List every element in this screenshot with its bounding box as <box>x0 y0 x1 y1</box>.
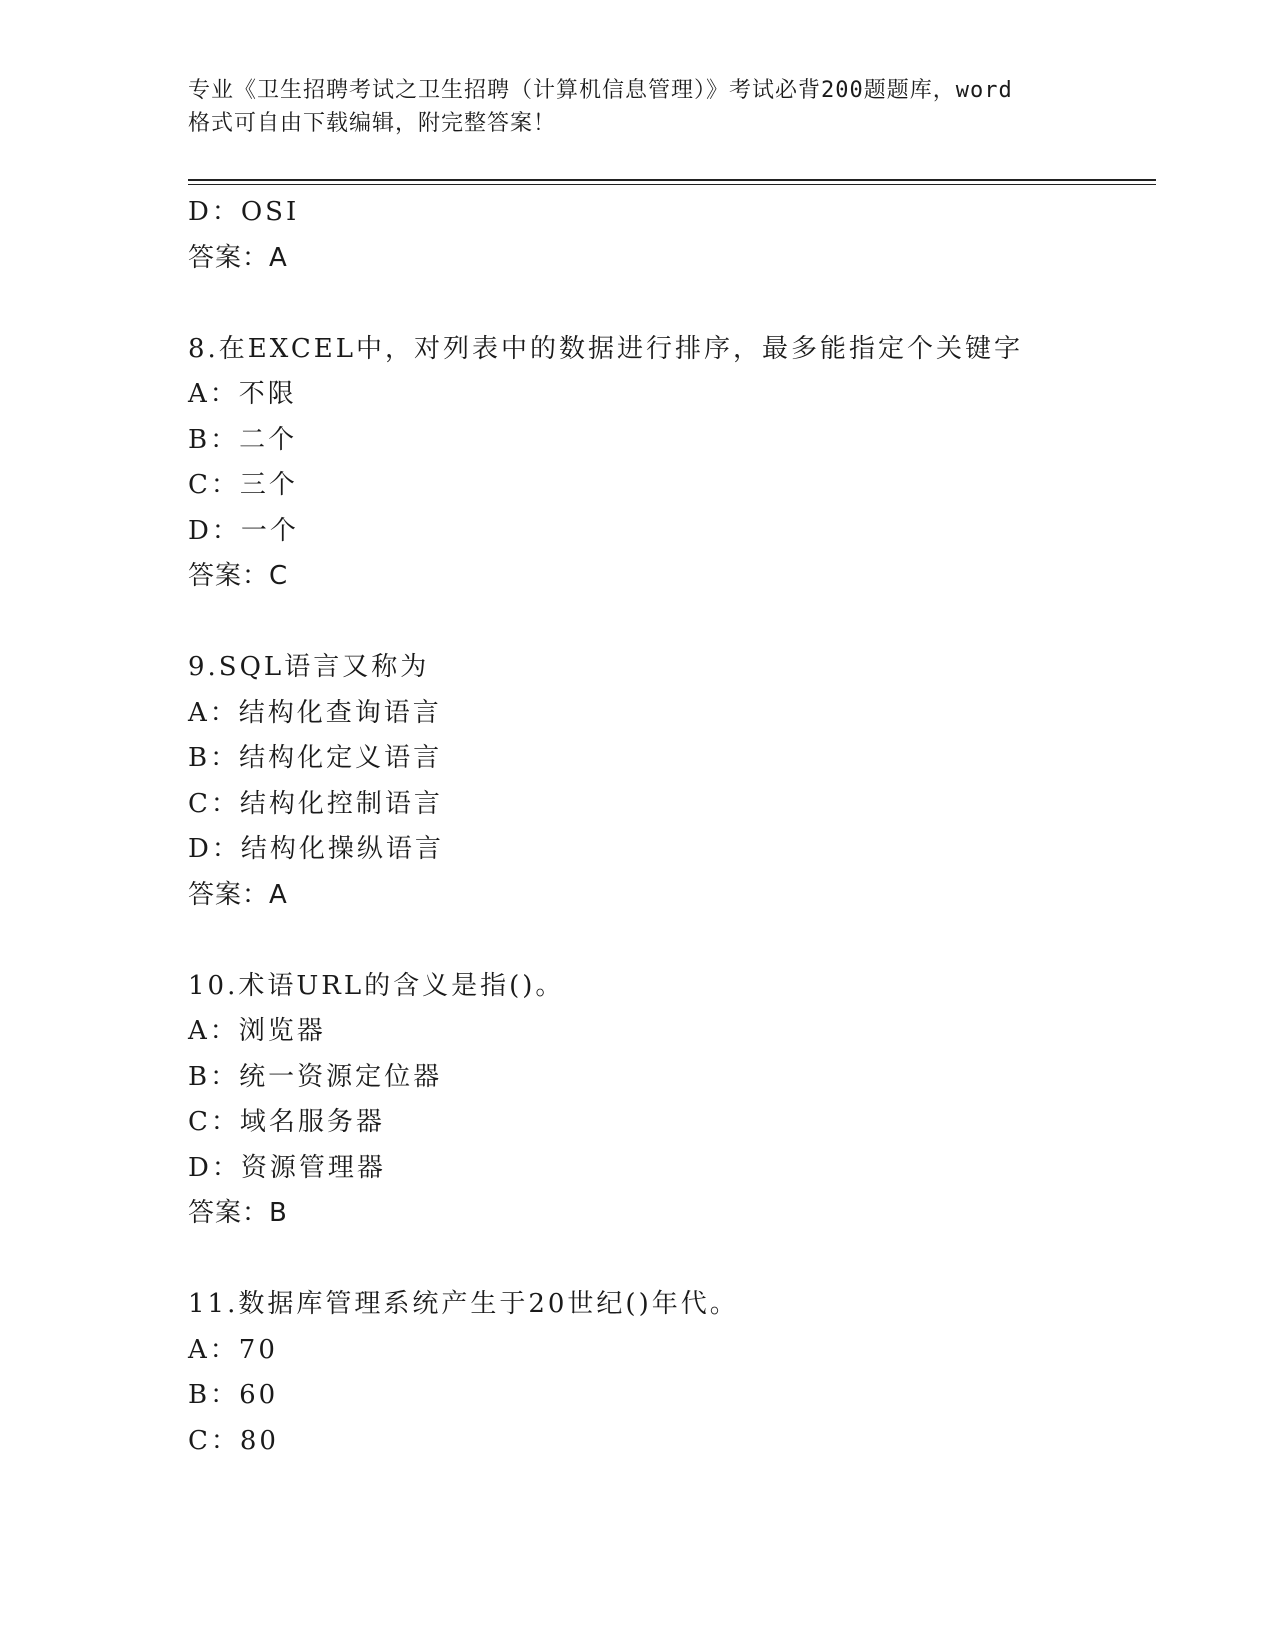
answer-line: 答案：A <box>188 879 288 910</box>
option-a: A：70 <box>188 1334 278 1365</box>
question-text: 10.术语URL的含义是指()。 <box>188 970 565 1001</box>
option-c: C：域名服务器 <box>188 1107 385 1137</box>
answer-line: 答案：B <box>188 1198 288 1228</box>
option-b: B：结构化定义语言 <box>188 743 443 773</box>
option-a: A：不限 <box>188 379 297 409</box>
header-divider-thin <box>188 184 1156 185</box>
header-line-2: 格式可自由下载编辑，附完整答案！ <box>188 111 557 136</box>
option-d: D：OSI <box>188 197 300 227</box>
header-divider-thick <box>188 179 1156 181</box>
document-header <box>188 74 1088 140</box>
question-text: 9.SQL语言又称为 <box>188 652 430 682</box>
question-text: 11.数据库管理系统产生于20世纪()年代。 <box>188 1289 739 1319</box>
question-11 <box>188 1282 1148 1464</box>
question-text: 8.在EXCEL中，对列表中的数据进行排序，最多能指定个关键字 <box>188 333 1023 364</box>
option-c: C：三个 <box>188 470 298 500</box>
option-d: D：资源管理器 <box>188 1152 386 1183</box>
option-d: D：一个 <box>188 515 299 546</box>
option-b: B：60 <box>188 1380 279 1410</box>
header-line-1: 专业《卫生招聘考试之卫生招聘（计算机信息管理）》考试必背200题题库，word <box>188 78 1013 103</box>
option-b: B：二个 <box>188 424 298 455</box>
option-c: C：结构化控制语言 <box>188 788 443 819</box>
option-c: C：80 <box>188 1425 279 1456</box>
question-9 <box>188 645 1148 918</box>
option-a: A：结构化查询语言 <box>188 697 442 728</box>
question-8 <box>188 327 1148 600</box>
spacer <box>188 600 1148 646</box>
option-d: D：结构化操纵语言 <box>188 834 444 864</box>
question-list <box>188 190 1148 1464</box>
question-10 <box>188 964 1148 1237</box>
answer-line: 答案：A <box>188 242 288 273</box>
option-a: A：浏览器 <box>188 1016 326 1046</box>
spacer <box>188 918 1148 964</box>
spacer <box>188 281 1148 327</box>
question-fragment <box>188 190 1148 281</box>
answer-line: 答案：C <box>188 561 289 591</box>
option-b: B：统一资源定位器 <box>188 1061 443 1092</box>
spacer <box>188 1237 1148 1283</box>
